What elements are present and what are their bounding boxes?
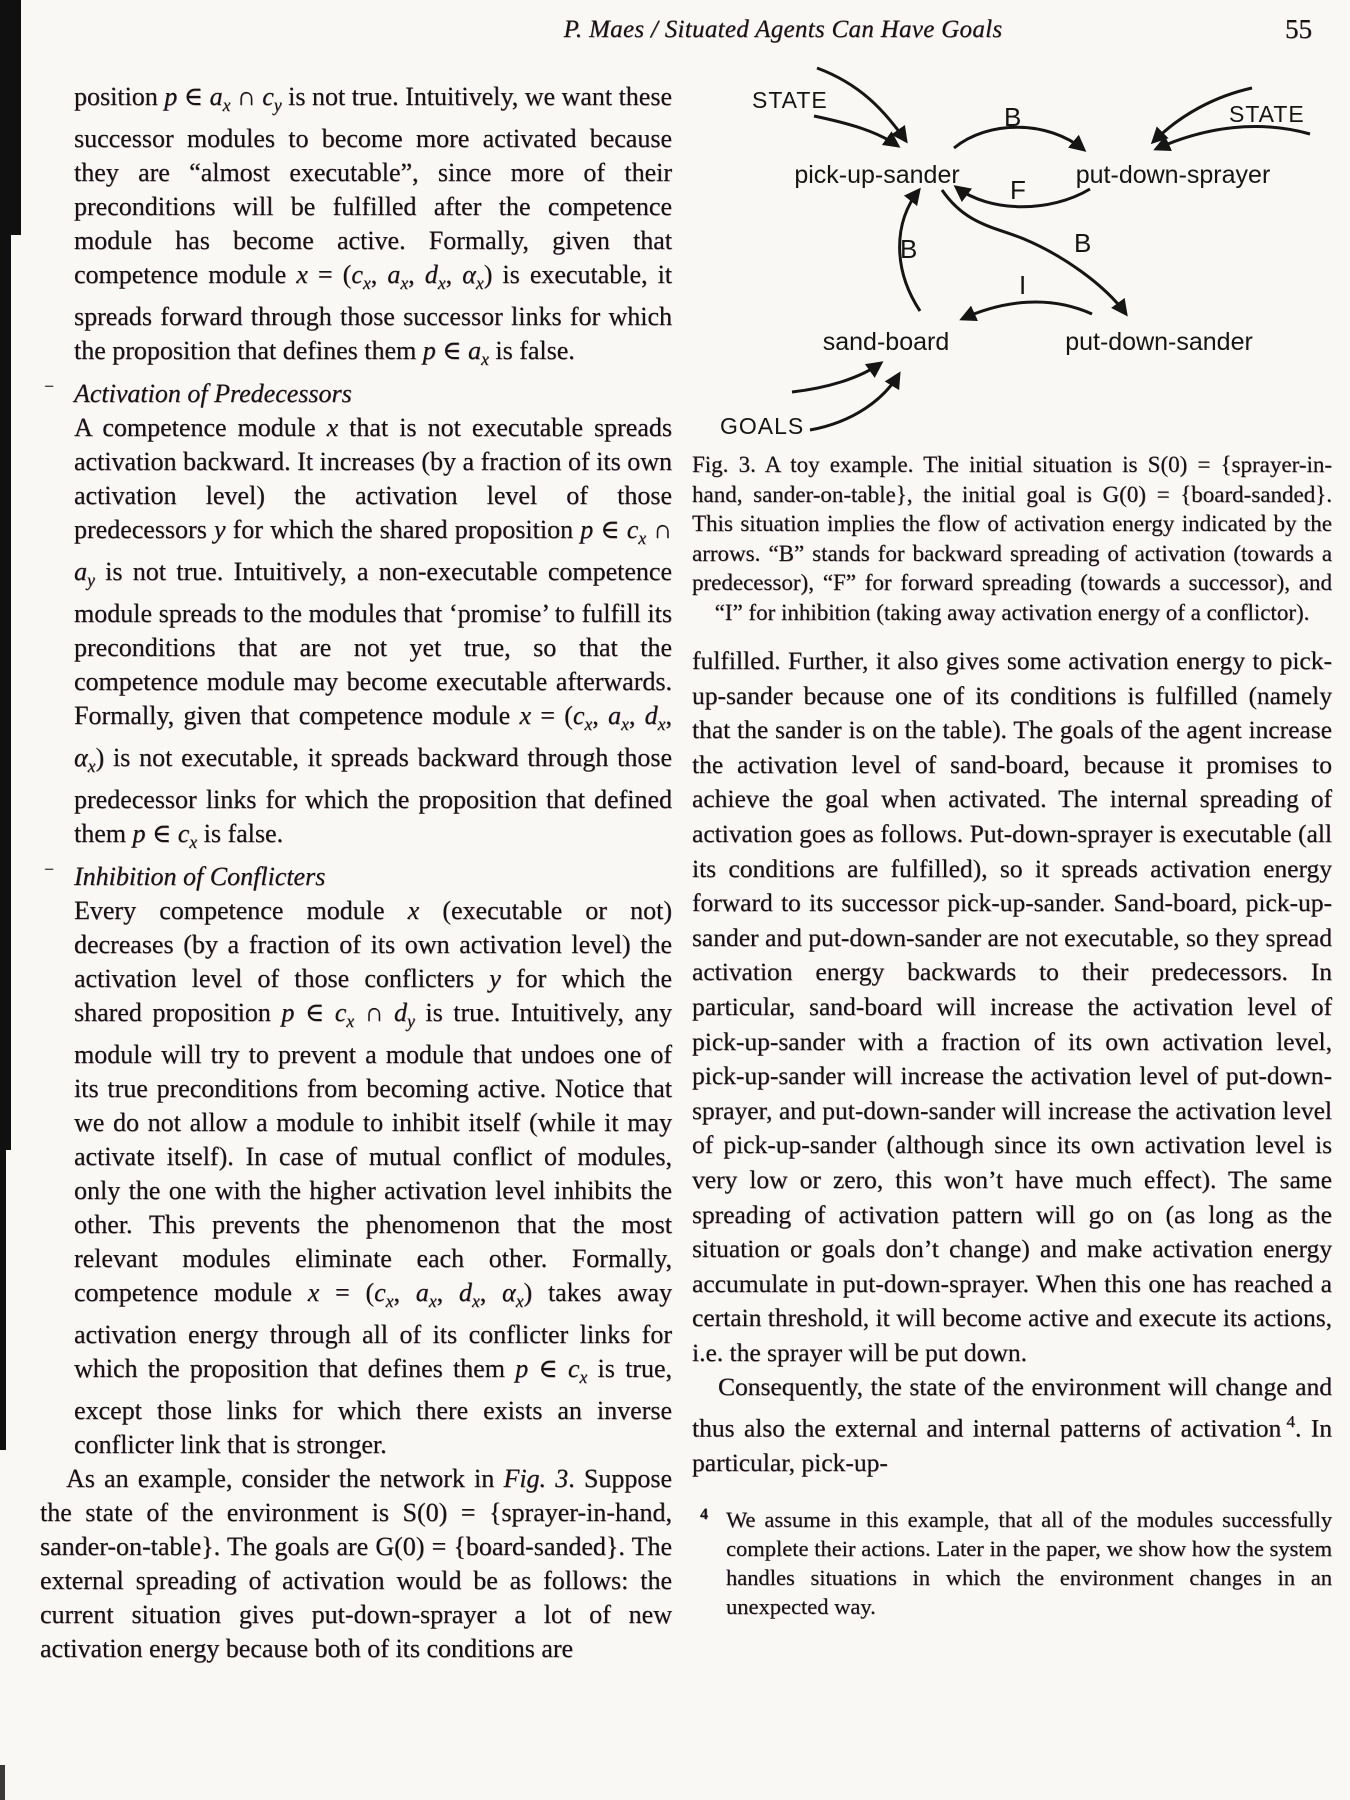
footnote-marker: 4 bbox=[700, 1505, 708, 1523]
edge-label-backward-right: B bbox=[1074, 228, 1092, 258]
state-arrow bbox=[817, 68, 906, 141]
paragraph-consequently: Consequently, the state of the environment will change and thus also the external and internal patterns of activation $^4$. In particular, pick-up- bbox=[692, 1372, 1332, 1478]
running-title: P. Maes / Situated Agents Can Have Goals bbox=[563, 16, 1003, 43]
edge-label-backward-left: B bbox=[900, 234, 918, 264]
list-item-inhibition-of-conflicters bbox=[40, 860, 672, 1463]
left-column bbox=[40, 80, 672, 1666]
footnote bbox=[692, 1505, 1332, 1621]
backward-link-arrow bbox=[942, 190, 1126, 314]
list-item-body: Every competence module x (executable or not) decreases (by a fraction of its own activation level) the activation level of those conflicters y for which the shared proposition p ∈ $c_x$ ∩ $d_y$ is true. Intuitively, any module will try to prevent a module that undoes one of its true preconditions from becoming active. Notice that we do not allow a module to inhibit itself (while it may activate itself). In case of mutual conflict of modules, only the one with the higher activation level inhibits the other. This prevents the phenomenon that the most relevant modules eliminate each other. Formally, competence module $x = (c_x$, $a_x$, $d_x$, $\alpha_x$) takes away activation energy through all of its conflicter links for which the proposition that defines them p ∈ $c_x$ is true, except those links for which there exists an inverse conflicter link that is stronger. bbox=[74, 895, 673, 1460]
node-put-down-sander: put-down-sander bbox=[1065, 328, 1253, 356]
paragraph-example: As an example, consider the network in Fig. 3. Suppose the state of the environment is S(0) = {sprayer-in-hand, sander-on-table}. The goals are G(0) = {board-sanded}. The external spreading of activation would be as follows: the current situation gives put-down-sprayer a lot of new activation energy because both of its conditions are bbox=[40, 1464, 673, 1664]
paragraph-spreading-example: fulfilled. Further, it also gives some activation energy to pick-up-sander because one of its conditions is fulfilled (namely that the sander is on the table). The goals of the agent increase the activation level of sand-board, because it promises to achieve the goal when activated. The internal spreading of activation goes as follows. Put-down-sprayer is executable (all its conditions are fulfilled), so it spreads activation energy forward to its successor pick-up-sander. Sand-board, pick-up-sander and put-down-sander are not executable, so they spread activation energy backwards to their predecessors. In particular, sand-board will increase the activation level of pick-up-sander with a fraction of its own activation level, pick-up-sander will increase the activation level of put-down-sprayer, and put-down-sander will increase the activation level of pick-up-sander (although since its own activation level is very low or zero, this won’t have much effect). The same spreading of activation pattern will go on (as long as the situation or goals don’t change) and make activation energy accumulate in put-down-sprayer. When this one has reached a certain threshold, it will become active and execute its actions, i.e. the sprayer will be put down. bbox=[692, 646, 1332, 1367]
edge-label-inhibition: I bbox=[1019, 270, 1027, 300]
state-arrow bbox=[814, 116, 898, 146]
list-dash-marker: – bbox=[45, 859, 53, 877]
node-sand-board: sand-board bbox=[822, 328, 950, 356]
list-item-title: Activation of Predecessors bbox=[74, 378, 352, 408]
inhibition-link-arrow bbox=[962, 302, 1092, 319]
list-item-title: Inhibition of Conflicters bbox=[74, 861, 326, 891]
node-put-down-sprayer: put-down-sprayer bbox=[1075, 161, 1271, 189]
goals-arrow bbox=[810, 374, 899, 430]
page-number: 55 bbox=[1285, 14, 1312, 44]
figure-3 bbox=[692, 56, 1332, 627]
footnote-text: We assume in this example, that all of the modules successfully complete their actions. Later in the paper, we show how the system handles situations in which the environment changes in an unexpected way. bbox=[726, 1506, 1332, 1619]
goals-label: GOALS bbox=[720, 413, 805, 438]
figure-diagram bbox=[692, 56, 1332, 438]
state-label-right: STATE bbox=[1229, 101, 1305, 127]
edge-label-backward-top: B bbox=[1004, 102, 1022, 132]
scan-artifact-bar bbox=[0, 235, 11, 1150]
right-column bbox=[692, 56, 1332, 1621]
list-item-body: A competence module x that is not executable spreads activation backward. It increases (by a fraction of its own activation level) the activation level of those predecessors y for which the shared proposition p ∈ $c_x$ ∩ $a_y$ is not true. Intuitively, a non-executable competence module spreads to the modules that ‘promise’ to fulfill its preconditions that are not yet true, so that the competence module may become executable afterwards. Formally, given that competence module $x = (c_x$, $a_x$, $d_x$, $\alpha_x$) is not executable, it spreads backward through those predecessor links for which the proposition that defined them p ∈ $c_x$ is false. bbox=[74, 412, 673, 853]
scan-artifact-bar bbox=[0, 1150, 6, 1450]
scan-artifact-bar bbox=[0, 0, 21, 235]
list-dash-marker: – bbox=[45, 376, 53, 394]
paragraph-continuation: position p ∈ $a_x$ ∩ $c_y$ is not true. Intuitively, we want these successor modules to become more activated because they are “almost executable”, since more of their preconditions will be fulfilled after the competence module has become active. Formally, given that competence module $x = (c_x$, $a_x$, $d_x$, $\alpha_x$) is executable, it spreads forward through those successor links for which the proposition that defines them p ∈ $a_x$ is false. bbox=[74, 82, 673, 370]
goals-arrow bbox=[792, 363, 881, 392]
figure-caption: Fig. 3. A toy example. The initial situation is S(0) = {sprayer-in-hand, sander-on-table}, the initial goal is G(0) = {board-sanded}. This situation implies the flow of activation energy indicated by the arrows. “B” stands for backward spreading of activation (towards a predecessor), “F” for forward spreading (towards a successor), and “I” for inhibition (taking away activation energy of a conflictor). bbox=[692, 452, 1332, 625]
edge-label-forward: F bbox=[1010, 175, 1026, 205]
state-label-left: STATE bbox=[752, 87, 828, 113]
scan-artifact-bar bbox=[0, 1765, 5, 1800]
node-pick-up-sander: pick-up-sander bbox=[794, 161, 960, 189]
list-item-activation-of-predecessors bbox=[40, 377, 672, 860]
state-arrow bbox=[1156, 127, 1310, 149]
